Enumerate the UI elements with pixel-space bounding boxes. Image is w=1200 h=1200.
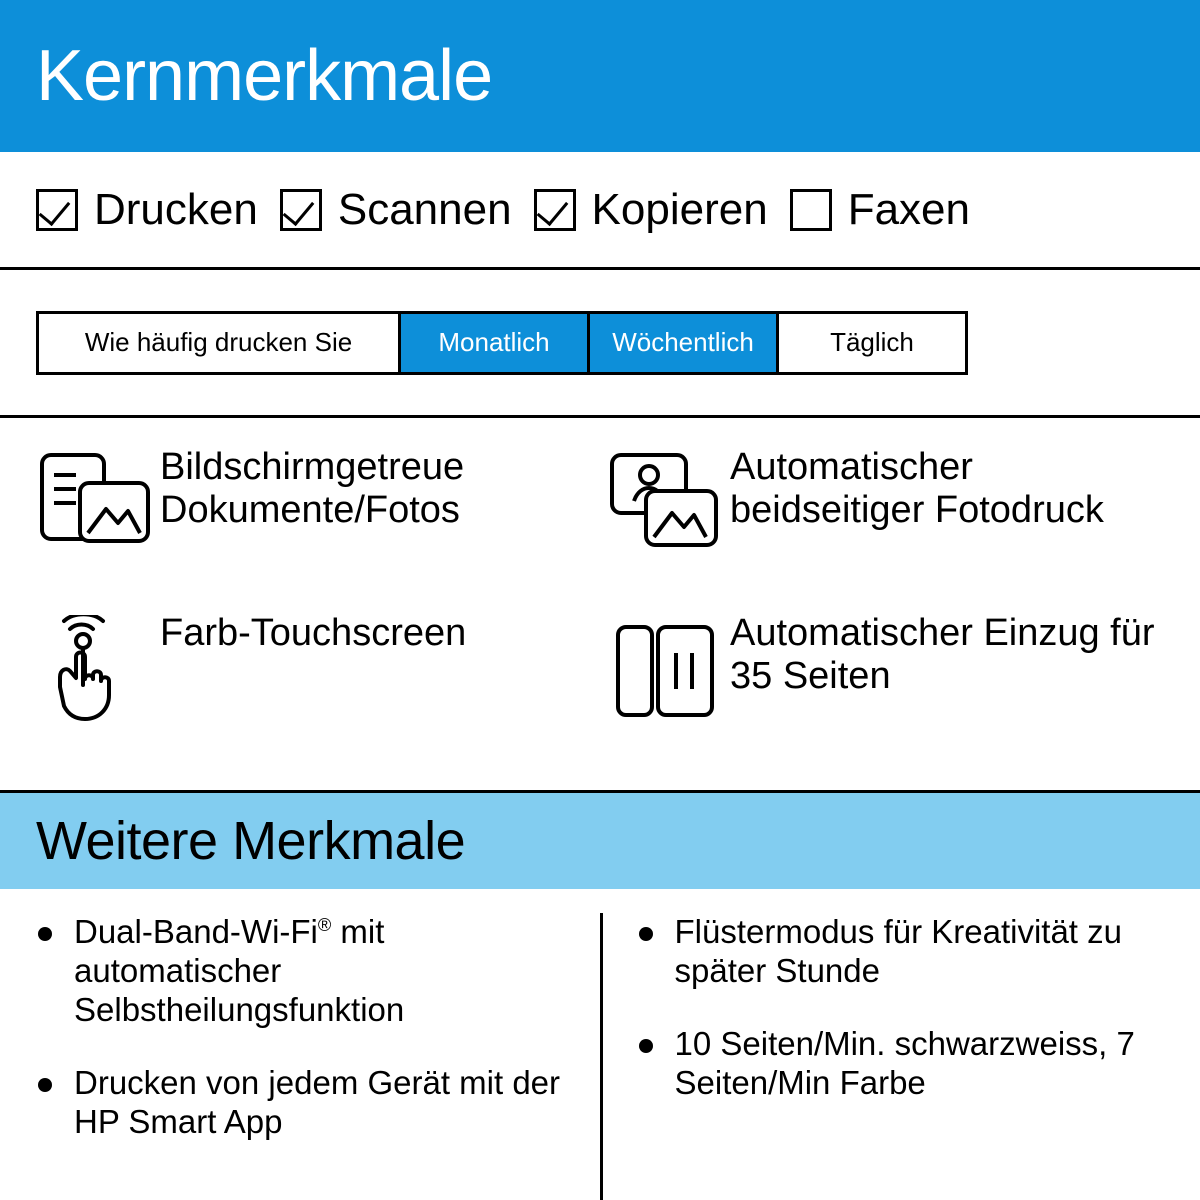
core-features-grid <box>0 418 1200 793</box>
frequency-option-monatlich[interactable]: Monatlich <box>401 314 590 372</box>
frequency-row <box>0 270 1200 418</box>
list-item-label: 10 Seiten/Min. schwarzweiss, 7 Seiten/Min Farbe <box>674 1024 1135 1101</box>
list-item-label: Flüstermodus für Kreativität zu später Stunde <box>674 913 1122 989</box>
feature-label: Farb-Touchscreen <box>160 612 467 654</box>
bullet-dot-icon <box>38 927 52 941</box>
document-photo-icon <box>30 440 160 570</box>
page-title: Kernmerkmale <box>36 36 493 116</box>
list-item <box>30 1064 574 1142</box>
feature-label: Automatischer beidseitiger Fotodruck <box>730 446 1104 531</box>
frequency-option-woechentlich[interactable]: Wöchentlich <box>590 314 779 372</box>
feature-item <box>600 606 1170 764</box>
portrait-photo-icon <box>600 440 730 570</box>
function-item-drucken[interactable] <box>36 185 258 235</box>
list-item <box>30 913 574 1030</box>
checkbox-empty-icon[interactable] <box>790 189 832 231</box>
frequency-option-taeglich[interactable]: Täglich <box>830 327 914 357</box>
function-label: Drucken <box>94 184 258 234</box>
checkbox-checked-icon[interactable] <box>280 189 322 231</box>
frequency-segmented-control[interactable] <box>36 311 968 375</box>
function-item-scannen[interactable] <box>280 185 512 235</box>
list-item-label: Drucken von jedem Gerät mit der HP Smart App <box>74 1063 561 1140</box>
function-item-faxen[interactable] <box>790 185 970 235</box>
checkbox-checked-icon[interactable] <box>36 189 78 231</box>
header-band <box>0 0 1200 152</box>
additional-features-band <box>0 793 1200 889</box>
additional-features-columns <box>0 889 1200 1200</box>
function-item-kopieren[interactable] <box>534 185 768 235</box>
document-feeder-icon <box>600 606 730 736</box>
feature-item <box>600 440 1170 598</box>
list-item <box>631 1025 1175 1103</box>
list-item <box>631 913 1175 991</box>
function-label: Faxen <box>847 184 970 234</box>
function-label: Scannen <box>337 184 512 234</box>
feature-item <box>30 440 600 598</box>
bullet-dot-icon <box>38 1078 52 1092</box>
checkbox-checked-icon[interactable] <box>534 189 576 231</box>
additional-features-title: Weitere Merkmale <box>36 811 466 871</box>
frequency-question: Wie häufig drucken Sie <box>39 314 401 372</box>
feature-label: Bildschirmgetreue Dokumente/Fotos <box>160 446 465 531</box>
additional-features-right-column <box>600 913 1200 1200</box>
functions-row <box>0 152 1200 270</box>
bullet-dot-icon <box>639 927 653 941</box>
touch-hand-icon <box>30 606 160 736</box>
bullet-dot-icon <box>639 1039 653 1053</box>
additional-features-left-column <box>0 913 600 1200</box>
list-item-label: Dual-Band-Wi-Fi® mit automatischer Selbstheilungsfunktion <box>74 913 405 1028</box>
function-label: Kopieren <box>591 184 768 234</box>
feature-item <box>30 606 600 764</box>
feature-label: Automatischer Einzug für 35 Seiten <box>730 612 1155 697</box>
